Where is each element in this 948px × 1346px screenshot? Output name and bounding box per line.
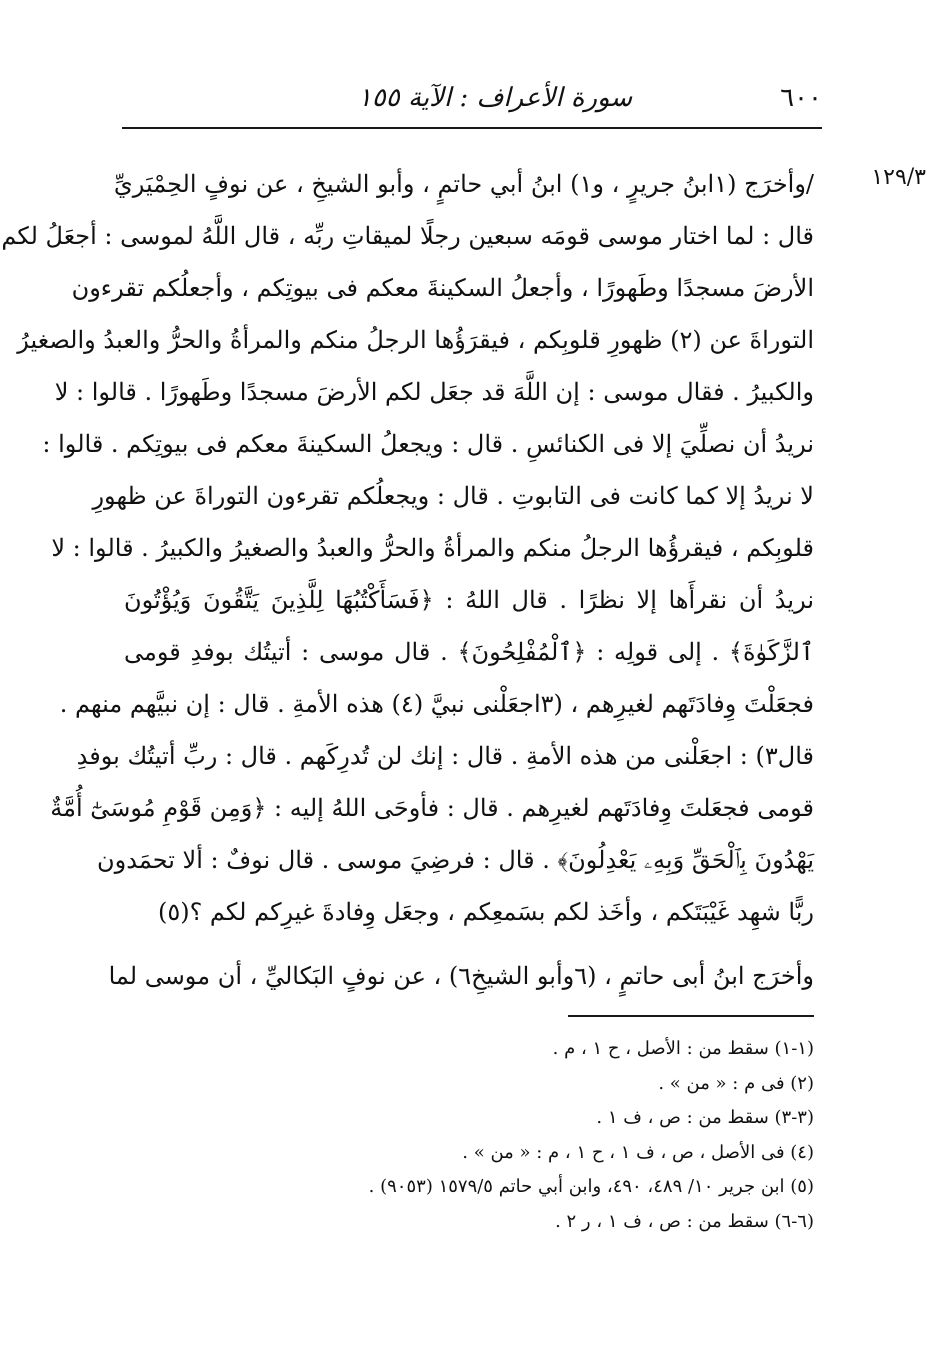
footnote: (١-١) سقط من : الأصل ، ح ١ ، م . [552, 1038, 814, 1059]
running-title: سورة الأعراف : الآية ١٥٥ [357, 83, 633, 113]
header-rule [122, 127, 822, 129]
margin-reference: ١٢٩/٣ [871, 165, 926, 190]
text-line: لا نريدُ إلا كما كانت فى التابوتِ . قال : ويجعلُكم تقرءون التوراةَ عن ظهورِ [92, 482, 814, 510]
footnote: (٣-٣) سقط من : ص ، ف ١ . [596, 1107, 814, 1128]
text-line: قال : لما اختار موسى قومَه سبعين رجلًا لميقاتِ ربِّه ، قال اللَّهُ لموسى : أجعَلُ لكم [1, 222, 814, 250]
text-line: وأخرَج ابنُ أبى حاتمٍ ، (٦وأبو الشيخِ٦) ، عن نوفٍ البَكاليِّ ، أن موسى لما [108, 962, 814, 990]
paragraph-gap [124, 938, 814, 950]
main-text [1, 158, 814, 1002]
text-line: الأرضَ مسجدًا وطَهورًا ، وأجعلُ السكينةَ معكم فى بيوتِكم ، وأجعلُكم تقرءون [71, 274, 814, 302]
text-line: /وأخرَج (١ابنُ جريرٍ ، و١) ابنُ أبي حاتمٍ ، وأبو الشيخِ ، عن نوفٍ الحِمْيَريِّ [113, 170, 814, 198]
text-line: يَهْدُونَ بِٱلْحَقِّ وَبِهِۦ يَعْدِلُونَ﴾ . قال : فرضِيَ موسى . قال نوفٌ : ألا تحمَدون [97, 846, 814, 874]
text-line: قومى فجعَلتَ وِفادَتَهم لغيرِهم . قال : فأوحَى اللهُ إليه : ﴿وَمِن قَوْمِ مُوسَىٰٓ أُمَّةٌ [50, 794, 814, 822]
footnote: (٤) فى الأصل ، ص ، ف ١ ، ح ١ ، م : « من » . [462, 1141, 814, 1163]
footnote: (٦-٦) سقط من : ص ، ف ١ ، ر ٢ . [555, 1210, 814, 1232]
text-line: ربًّا شهِد غَيْبَتَكم ، وأخَذ لكم بسَمعِكم ، وجعَل وِفادةَ غيرِكم لكم ؟(٥) [157, 898, 814, 926]
text-line: قال٣) : اجعَلْنى من هذه الأمةِ . قال : إنك لن تُدرِكَهم . قال : ربِّ أتيتُك بوفدِ [76, 742, 814, 770]
text-line: ٱلزَّكَوٰةَ﴾ . إلى قولِه : ﴿ٱلْمُفْلِحُونَ﴾ . قال موسى : أتيتُك بوفدِ قومى [124, 638, 814, 666]
text-line: نريدُ أن نقرأَها إلا نظرًا . قال اللهُ : ﴿فَسَأَكْتُبُهَا لِلَّذِينَ يَتَّقُونَ وَيُؤْتُونَ [124, 586, 814, 614]
text-line: نريدُ أن نصلِّيَ إلا فى الكنائسِ . قال : ويجعلُ السكينةَ معكم فى بيوتِكم . قالوا : [42, 430, 814, 458]
footnotes [124, 1032, 814, 1239]
footnote-rule [568, 1015, 814, 1017]
text-line: فجعَلْتَ وِفادَتَهم لغيرِهم ، (٣اجعَلْنى نبيَّ (٤) هذه الأمةِ . قال : إن نبيَّهم منهم . [59, 690, 814, 718]
text-line: والكبيرُ . فقال موسى : إن اللَّهَ قد جعَل لكم الأرضَ مسجدًا وطَهورًا . قالوا : لا [54, 378, 814, 406]
text-line: قلوبِكم ، فيقرؤُها الرجلُ منكم والمرأةُ والحرُّ والعبدُ والصغيرُ والكبيرُ . قالوا : لا [51, 534, 814, 562]
page-number: ٦٠٠ [780, 83, 822, 113]
footnote: (٢) فى م : « من » . [658, 1072, 814, 1094]
text-line: التوراةَ عن (٢) ظهورِ قلوبِكم ، فيقرَؤُها الرجلُ منكم والمرأةُ والحرُّ والعبدُ والصغيرُ [17, 326, 814, 354]
footnote: (٥) ابن جرير ١٠/ ٤٨٩، ٤٩٠، وابن أبي حاتم ١٥٧٩/٥ (٩٠٥٣) . [368, 1176, 814, 1197]
